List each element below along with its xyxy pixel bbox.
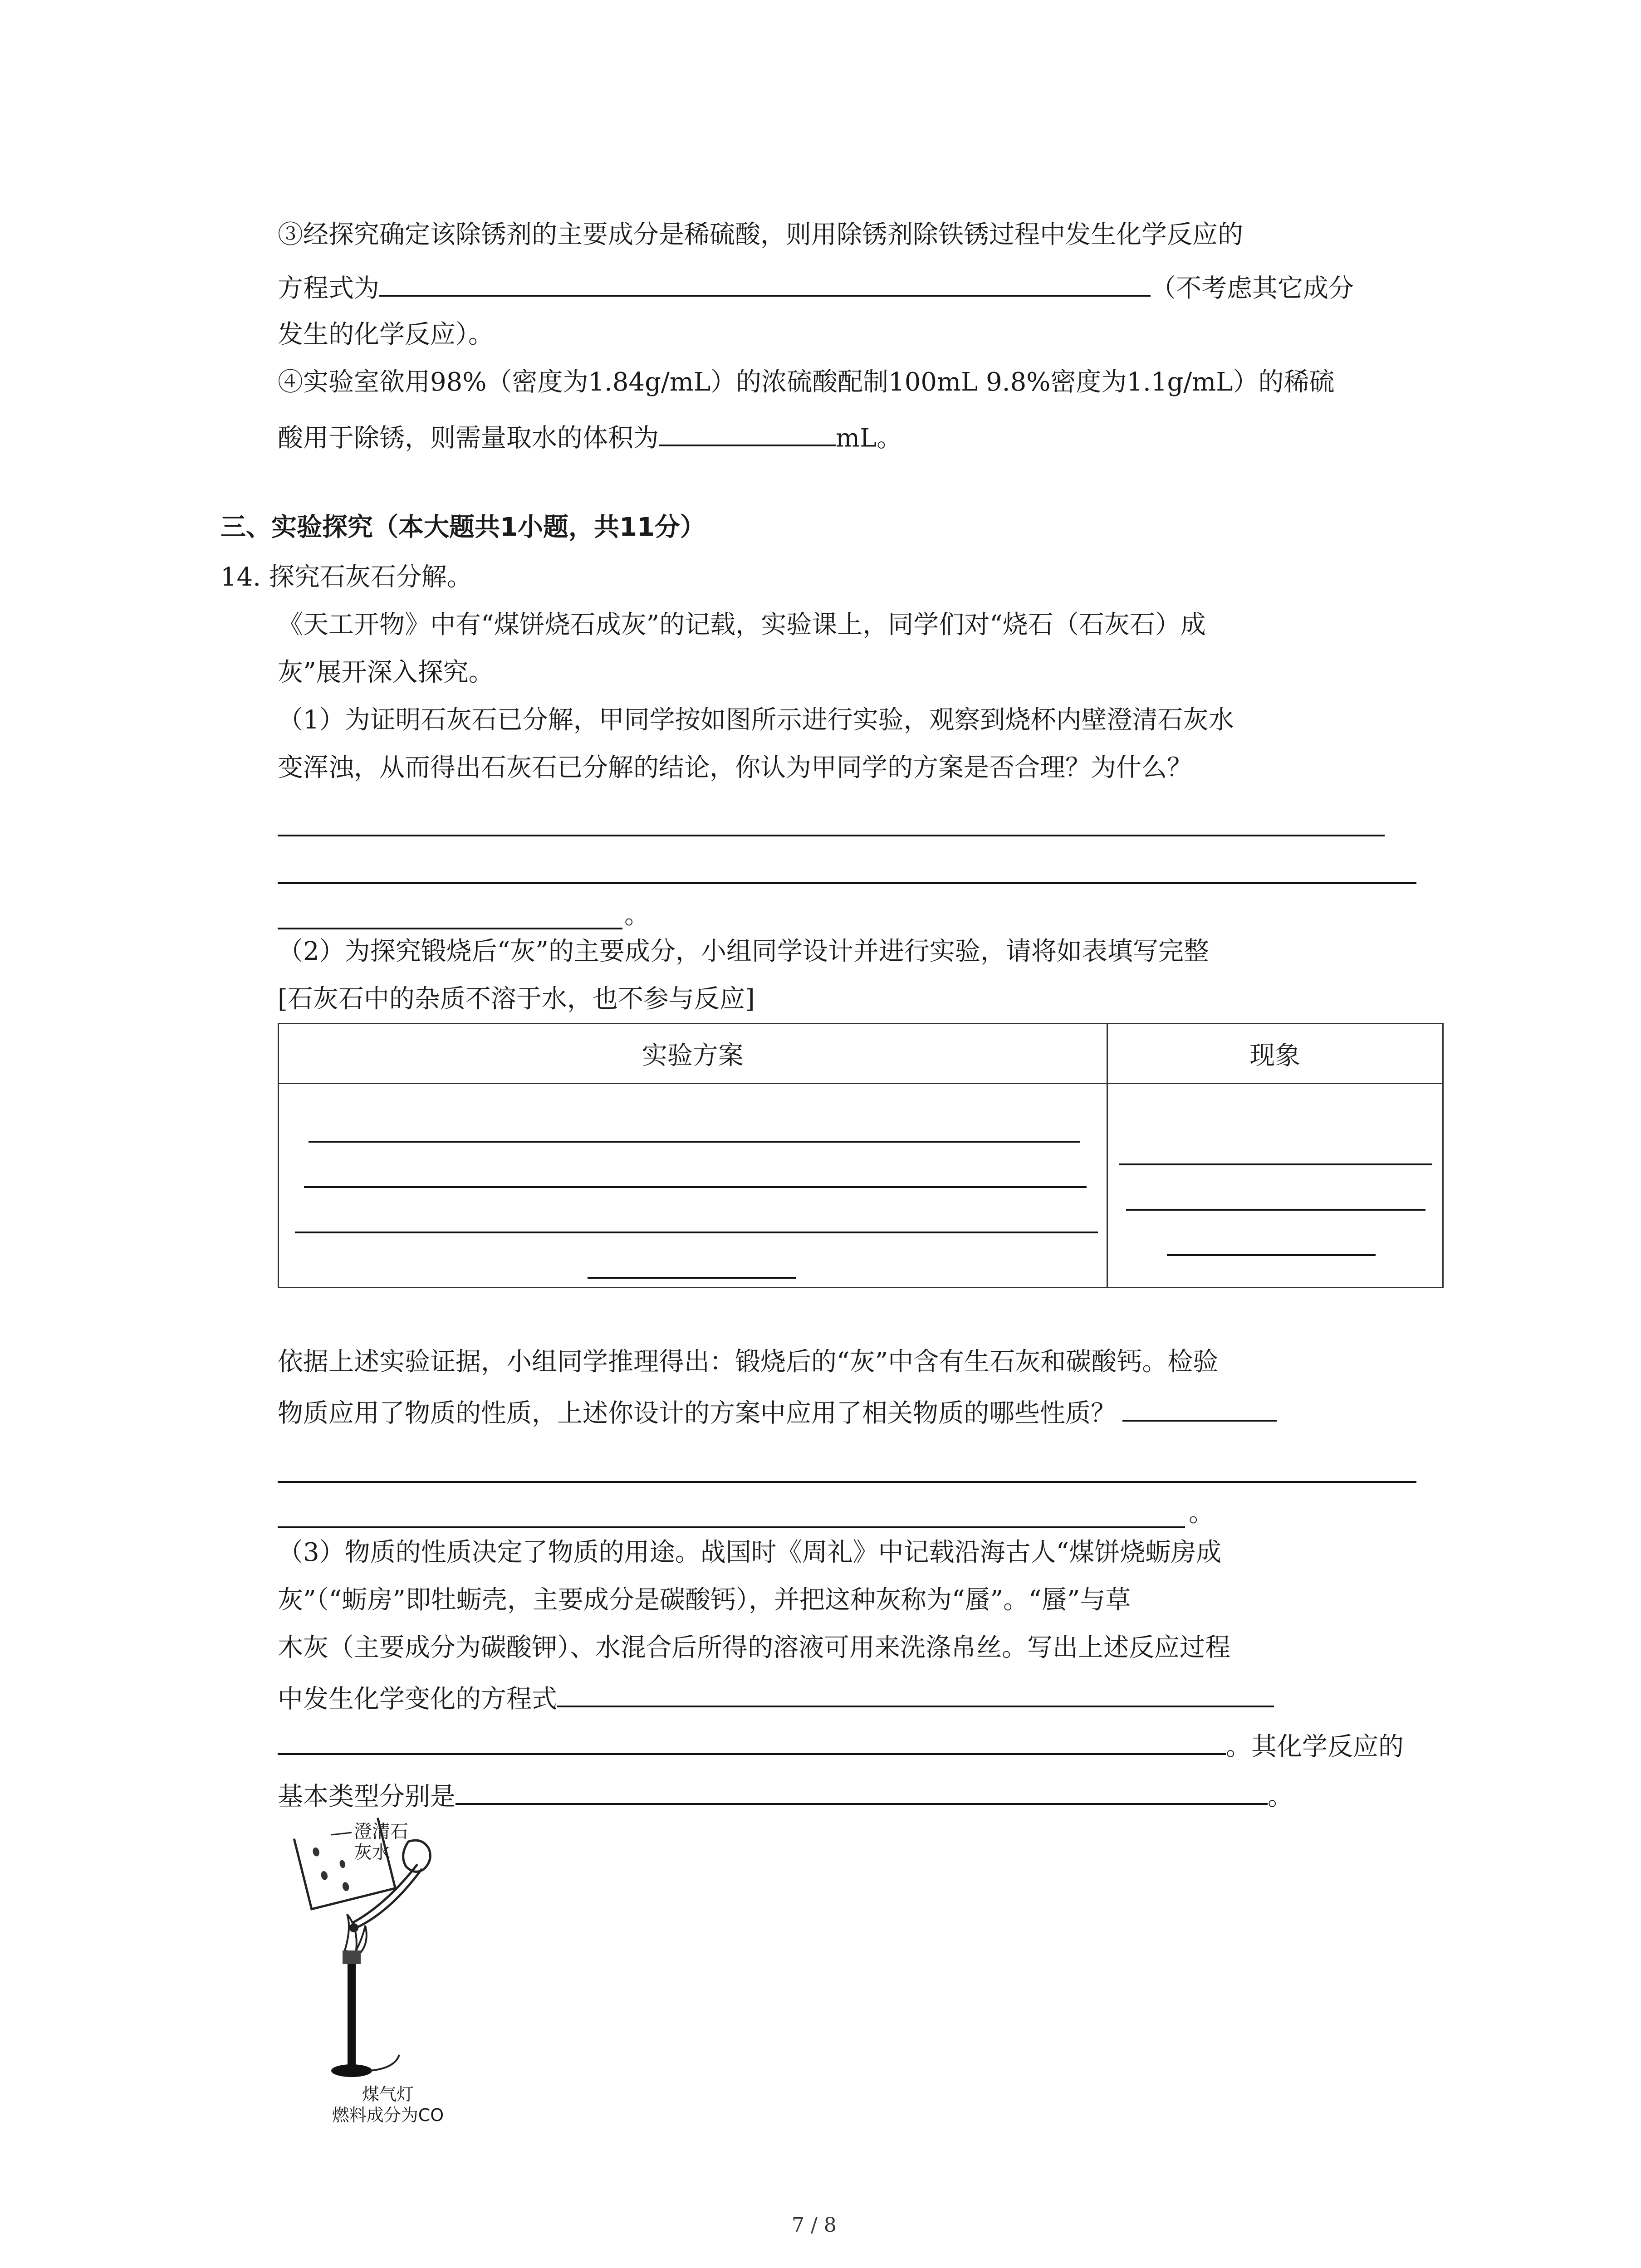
burner-label-line1: 煤气灯 <box>362 2084 414 2104</box>
part1-line1: （1）为证明石灰石已分解，甲同学按如图所示进行实验，观察到烧杯内壁澄清石灰水 <box>278 705 1234 735</box>
answer-blank <box>379 272 1151 297</box>
intro-line2: 灰”展开深入探究。 <box>278 658 494 687</box>
question-4-line1: ④实验室欲用98%（密度为1.84g/mL）的浓硫酸配制100mL 9.8%密度为1.1g/mL）的稀硫 <box>278 367 1335 397</box>
table-header-plan: 实验方案 <box>279 1024 1107 1084</box>
question-3-suffix: （不考虑其它成分 <box>1151 274 1354 303</box>
part3-line5-end: 。其化学反应的 <box>1226 1732 1404 1762</box>
limewater-label-line2: 灰水 <box>354 1842 390 1863</box>
page-number: 7 / 8 <box>792 2214 837 2237</box>
answer-blank <box>456 1780 1268 1805</box>
table-cell-phenomenon <box>1107 1084 1443 1288</box>
question-3-line1: ③经探究确定该除锈剂的主要成分是稀硫酸，则用除锈剂除铁锈过程中发生化学反应的 <box>278 220 1243 249</box>
part2-line1: （2）为探究锻烧后“灰”的主要成分，小组同学设计并进行实验，请将如表填写完整 <box>278 937 1209 966</box>
evidence-line2 <box>278 1397 1277 1426</box>
part3-line6-text: 基本类型分别是 <box>278 1782 456 1812</box>
answer-blank <box>659 422 836 446</box>
answer-line <box>278 1526 1185 1528</box>
answer-line <box>278 928 622 929</box>
burner-label-line2: 燃料成分为CO <box>332 2105 444 2125</box>
intro-line1: 《天工开物》中有“煤饼烧石成灰”的记载，实验课上，同学们对“烧石（石灰石）成 <box>278 610 1206 640</box>
part3-line5 <box>278 1730 1404 1760</box>
evidence-end-mark: 。 <box>1189 1498 1214 1528</box>
question-3-line3: 发生的化学反应）。 <box>278 320 494 349</box>
table-cell-plan <box>279 1084 1107 1288</box>
burner-label <box>315 2084 460 2126</box>
table-header-phenomenon: 现象 <box>1107 1024 1443 1084</box>
part3-line6 <box>278 1780 1293 1812</box>
answer-line <box>295 1232 1098 1233</box>
apparatus-figure <box>272 1814 508 2123</box>
experiment-table <box>278 1023 1444 1288</box>
part3-line2: 灰”（“蛎房”即牡蛎壳，主要成分是碳酸钙），并把这种灰称为“蜃”。“蜃”与草 <box>278 1585 1131 1615</box>
answer-line <box>1119 1163 1432 1165</box>
answer-line <box>278 1481 1416 1483</box>
answer-blank <box>1122 1397 1277 1422</box>
evidence-line1: 依据上述实验证据，小组同学推理得出：锻烧后的“灰”中含有生石灰和碳酸钙。检验 <box>278 1347 1219 1377</box>
limewater-label <box>354 1821 408 1863</box>
part3-line4 <box>278 1683 1274 1712</box>
evidence-text: 物质应用了物质的性质，上述你设计的方案中应用了相关物质的哪些性质？ <box>278 1398 1116 1428</box>
question-3-line2 <box>278 272 1354 301</box>
burner-icon <box>331 1950 399 2077</box>
part3-line3: 木灰（主要成分为碳酸钾）、水混合后所得的溶液可用来洗涤帛丝。写出上述反应过程 <box>278 1633 1230 1662</box>
answer-line <box>304 1186 1087 1188</box>
part1-end-mark: 。 <box>624 900 650 930</box>
answer-blank <box>278 1730 1226 1755</box>
answer-line <box>1126 1209 1425 1211</box>
question-3-prefix: 方程式为 <box>278 274 379 303</box>
answer-line <box>278 835 1385 836</box>
part3-line1: （3）物质的性质决定了物质的用途。战国时《周礼》中记载沿海古人“煤饼烧蛎房成 <box>278 1538 1222 1567</box>
answer-line <box>1167 1254 1376 1256</box>
part1-line2: 变浑浊，从而得出石灰石已分解的结论，你认为甲同学的方案是否合理？为什么？ <box>278 753 1192 782</box>
question-14-title: 14. 探究石灰石分解。 <box>220 562 472 592</box>
answer-line <box>588 1277 796 1279</box>
question-4-line2 <box>278 422 902 451</box>
question-4-suffix: mL。 <box>836 423 902 453</box>
answer-blank <box>557 1683 1274 1707</box>
question-4-prefix: 酸用于除锈，则需量取水的体积为 <box>278 423 659 453</box>
part3-line4-text: 中发生化学变化的方程式 <box>278 1684 557 1714</box>
part2-line2: [石灰石中的杂质不溶于水，也不参与反应] <box>278 984 755 1014</box>
limewater-label-line1: 澄清石 <box>354 1821 408 1842</box>
part3-line6-end: 。 <box>1268 1782 1293 1812</box>
section-heading: 三、实验探究（本大题共1小题，共11分） <box>220 513 705 542</box>
answer-line <box>309 1141 1080 1143</box>
answer-line <box>278 882 1416 884</box>
